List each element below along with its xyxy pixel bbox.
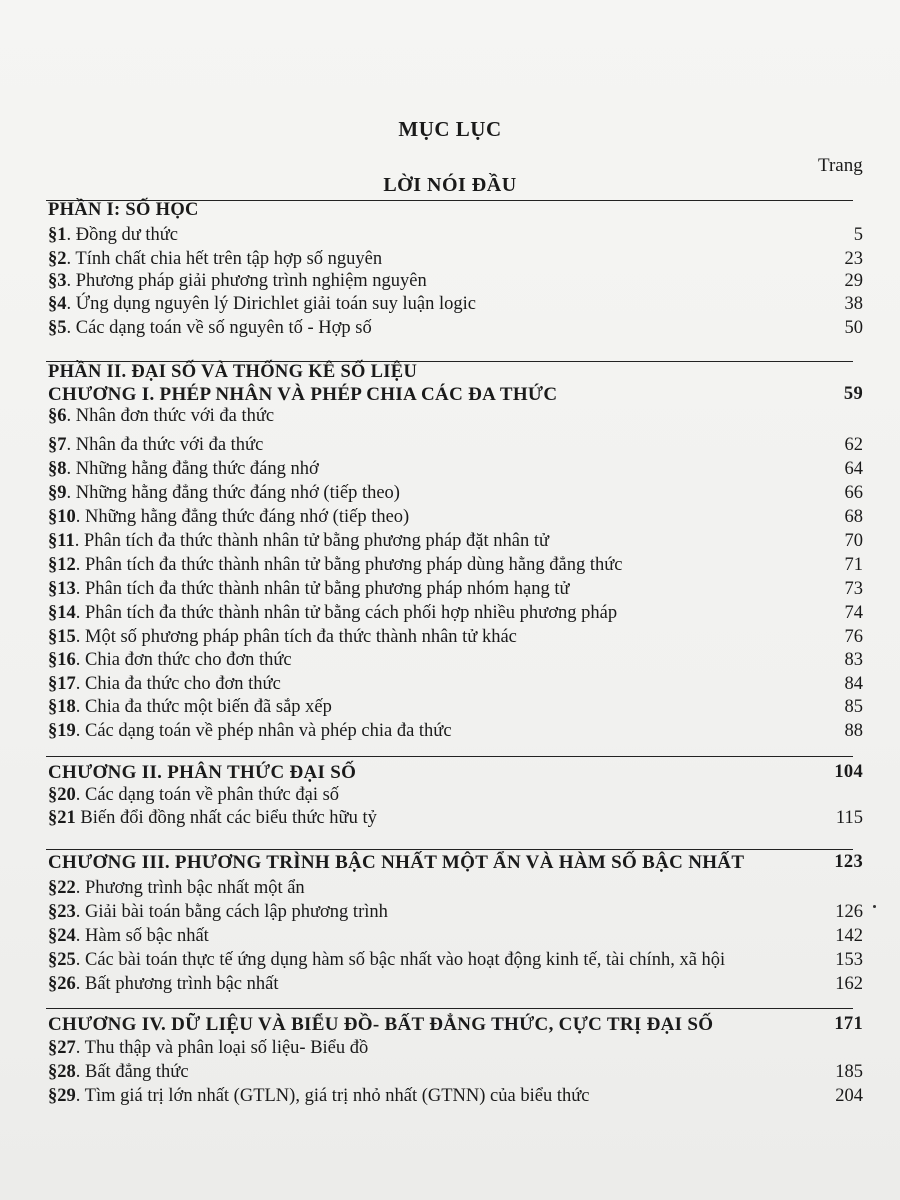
section-number: §5: [48, 318, 67, 338]
toc-entry: [48, 1086, 863, 1112]
section-title: . Nhân đa thức với đa thức: [66, 435, 264, 455]
toc-entry-label: [48, 902, 388, 923]
toc-page-number: 64: [844, 459, 863, 479]
toc-entry: [48, 721, 863, 747]
section-number: §10: [48, 507, 76, 527]
toc-page-number: 204: [835, 1086, 863, 1106]
toc-page-number: 5: [853, 225, 863, 245]
section-number: §7: [48, 435, 67, 455]
section-title: . Thu thập và phân loại số liệu- Biểu đồ: [75, 1038, 369, 1058]
toc-page-number: 23: [844, 249, 863, 269]
toc-entry-label: [48, 406, 274, 427]
toc-entry: [48, 483, 863, 509]
section-title: . Một số phương pháp phân tích đa thức thành nhân tử khác: [75, 627, 517, 647]
toc-entry: [48, 294, 863, 320]
section-title: . Phân tích đa thức thành nhân tử bằng phương pháp đặt nhân tử: [74, 531, 550, 551]
toc-entry-label: [48, 294, 476, 315]
toc-entry: [48, 459, 863, 485]
section-number: §9: [48, 483, 67, 503]
section-number: §25: [48, 950, 76, 970]
section-number: §11: [48, 531, 75, 551]
section-number: §23: [48, 902, 76, 922]
toc-entry-label: [48, 627, 517, 648]
toc-page-number: 84: [844, 674, 863, 694]
toc-entry: [48, 1062, 863, 1088]
toc-entry-label: [48, 225, 178, 246]
section-title: . Những hằng đẳng thức đáng nhớ (tiếp theo): [66, 483, 400, 503]
toc-title: MỤC LỤC: [398, 117, 502, 141]
toc-page-number: 73: [844, 579, 863, 599]
section-number: §4: [48, 294, 67, 314]
section-title: . Tính chất chia hết trên tập hợp số nguyên: [66, 249, 383, 269]
section-title: . Các dạng toán về số nguyên tố - Hợp số: [66, 318, 372, 338]
toc-entry-label: CHƯƠNG IV. DỮ LIỆU VÀ BIỂU ĐỒ- BẤT ĐẲNG THỨC, CỰC TRỊ ĐẠI SỐ: [48, 1014, 714, 1035]
toc-entry-label: [48, 697, 332, 718]
toc-entry-label: [48, 603, 617, 624]
toc-page-number: 115: [835, 808, 863, 828]
section-number: §19: [48, 721, 76, 741]
section-number: §17: [48, 674, 76, 694]
toc-page-number: 162: [835, 974, 863, 994]
section-title: . Phương pháp giải phương trình nghiệm nguyên: [66, 271, 427, 291]
toc-entry-label: CHƯƠNG II. PHÂN THỨC ĐẠI SỐ: [48, 762, 357, 783]
toc-page-number: 70: [844, 531, 863, 551]
section-title: . Phương trình bậc nhất một ẩn: [75, 878, 305, 898]
section-number: §24: [48, 926, 76, 946]
toc-page-number: 59: [843, 384, 863, 404]
toc-entry-label: [48, 785, 339, 806]
toc-page-number: 126: [835, 902, 863, 922]
section-number: §6: [48, 406, 67, 426]
section-title: . Phân tích đa thức thành nhân tử bằng cách phối hợp nhiều phương pháp: [75, 603, 618, 623]
toc-entry-label: PHẦN II. ĐẠI SỐ VÀ THỐNG KÊ SỐ LIỆU: [48, 362, 418, 382]
section-title: . Các dạng toán về phép nhân và phép chia đa thức: [75, 721, 452, 741]
toc-entry-label: [48, 579, 570, 600]
toc-entry-label: [48, 650, 292, 671]
section-divider: [46, 1008, 853, 1009]
toc-entry: [48, 1038, 863, 1064]
toc-entry: [48, 878, 863, 904]
section-number: §15: [48, 627, 76, 647]
toc-entry: [48, 603, 863, 629]
section-number: §12: [48, 555, 76, 575]
page-column-label: Trang: [818, 155, 863, 176]
section-number: §18: [48, 697, 76, 717]
toc-entry-label: [48, 1086, 589, 1107]
section-title: . Hàm số bậc nhất: [75, 926, 209, 946]
toc-entry: [48, 225, 863, 251]
toc-entry: [48, 926, 863, 952]
toc-entry-label: [48, 674, 281, 695]
toc-entry-label: [48, 555, 622, 576]
toc-entry: [48, 650, 863, 676]
section-title: . Các dạng toán về phân thức đại số: [75, 785, 340, 805]
toc-entry: [48, 406, 863, 432]
toc-entry: [48, 555, 863, 581]
section-number: §2: [48, 249, 67, 269]
section-number: §3: [48, 271, 67, 291]
section-title: . Bất đẳng thức: [75, 1062, 189, 1082]
toc-page-number: 68: [844, 507, 863, 527]
section-number: §27: [48, 1038, 76, 1058]
toc-entry-label: [48, 249, 382, 270]
toc-part-heading: [48, 200, 863, 226]
section-number: §1: [48, 225, 67, 245]
section-divider: [46, 849, 853, 850]
toc-entry: [48, 531, 863, 557]
toc-page-number: 153: [835, 950, 863, 970]
section-title: . Ứng dụng nguyên lý Dirichlet giải toán suy luận logic: [66, 294, 476, 314]
toc-entry-label: [48, 808, 377, 829]
toc-entry: [48, 579, 863, 605]
toc-entry-label: [48, 435, 263, 456]
section-number: §14: [48, 603, 76, 623]
toc-page-number: 50: [844, 318, 863, 338]
toc-entry-label: [48, 878, 305, 899]
section-title: . Giải bài toán bằng cách lập phương trình: [75, 902, 388, 922]
speck: [873, 905, 876, 908]
section-number: §29: [48, 1086, 76, 1106]
toc-entry-label: [48, 531, 549, 552]
section-title: Biến đổi đồng nhất các biểu thức hữu tỷ: [75, 808, 377, 828]
section-number: §20: [48, 785, 76, 805]
toc-entry: [48, 902, 863, 928]
section-divider: [46, 756, 853, 757]
toc-page-number: 171: [834, 1014, 863, 1034]
preface-heading: LỜI NÓI ĐẦU: [383, 174, 517, 196]
toc-entry-label: [48, 974, 278, 995]
toc-entry-label: CHƯƠNG III. PHƯƠNG TRÌNH BẬC NHẤT MỘT ẨN VÀ HÀM SỐ BẬC NHẤT: [48, 852, 745, 873]
section-number: §16: [48, 650, 76, 670]
toc-entry: [48, 435, 863, 461]
toc-entry: [48, 318, 863, 344]
toc-entry-label: [48, 926, 209, 947]
toc-entry: [48, 697, 863, 723]
section-number: §22: [48, 878, 76, 898]
toc-entry-label: [48, 1038, 368, 1059]
toc-entry: [48, 950, 863, 976]
section-number: §13: [48, 579, 76, 599]
toc-page-number: 85: [844, 697, 863, 717]
toc-entry-label: [48, 721, 452, 742]
toc-page-number: 29: [844, 271, 863, 291]
toc-page-number: 83: [844, 650, 863, 670]
toc-page-number: 74: [844, 603, 863, 623]
toc-entry-label: [48, 507, 409, 528]
toc-entry-label: [48, 271, 427, 292]
section-number: §26: [48, 974, 76, 994]
section-title: . Những hằng đẳng thức đáng nhớ (tiếp theo): [75, 507, 410, 527]
toc-page-number: 185: [835, 1062, 863, 1082]
section-title: . Bất phương trình bậc nhất: [75, 974, 279, 994]
section-title: . Chia đơn thức cho đơn thức: [75, 650, 292, 670]
section-title: . Nhân đơn thức với đa thức: [66, 406, 275, 426]
toc-entry-label: [48, 950, 725, 971]
section-title: . Chia đa thức một biến đã sắp xếp: [75, 697, 332, 717]
toc-entry: [48, 808, 863, 834]
toc-page-number: 123: [834, 852, 863, 872]
toc-page-number: 38: [844, 294, 863, 314]
toc-chapter-heading: [48, 852, 863, 878]
toc-page-number: 71: [844, 555, 863, 575]
toc-page-number: 88: [844, 721, 863, 741]
toc-page-number: 66: [844, 483, 863, 503]
section-number: §21: [48, 808, 76, 828]
toc-entry-label: [48, 318, 372, 339]
section-title: . Đồng dư thức: [66, 225, 179, 245]
section-number: §8: [48, 459, 67, 479]
section-title: . Các bài toán thực tế ứng dụng hàm số bậc nhất vào hoạt động kinh tế, tài chính, xã hội: [75, 950, 726, 970]
section-title: . Chia đa thức cho đơn thức: [75, 674, 281, 694]
section-title: . Phân tích đa thức thành nhân tử bằng phương pháp nhóm hạng tử: [75, 579, 570, 599]
toc-entry-label: [48, 483, 400, 504]
toc-entry-label: PHẦN I: SỐ HỌC: [48, 200, 199, 220]
toc-page-number: 142: [835, 926, 863, 946]
section-title: . Phân tích đa thức thành nhân tử bằng phương pháp dùng hằng đẳng thức: [75, 555, 623, 575]
toc-entry-label: [48, 1062, 189, 1083]
toc-chapter-heading: [48, 1014, 863, 1040]
section-number: §28: [48, 1062, 76, 1082]
section-title: . Những hằng đẳng thức đáng nhớ: [66, 459, 319, 479]
toc-page-number: 76: [844, 627, 863, 647]
toc-entry: [48, 974, 863, 1000]
section-title: . Tìm giá trị lớn nhất (GTLN), giá trị nhỏ nhất (GTNN) của biểu thức: [75, 1086, 590, 1106]
toc-page-number: 104: [834, 762, 863, 782]
toc-page-number: 62: [844, 435, 863, 455]
toc-entry-label: [48, 459, 319, 480]
toc-entry-label: CHƯƠNG I. PHÉP NHÂN VÀ PHÉP CHIA CÁC ĐA THỨC: [48, 384, 558, 405]
toc-entry: [48, 507, 863, 533]
